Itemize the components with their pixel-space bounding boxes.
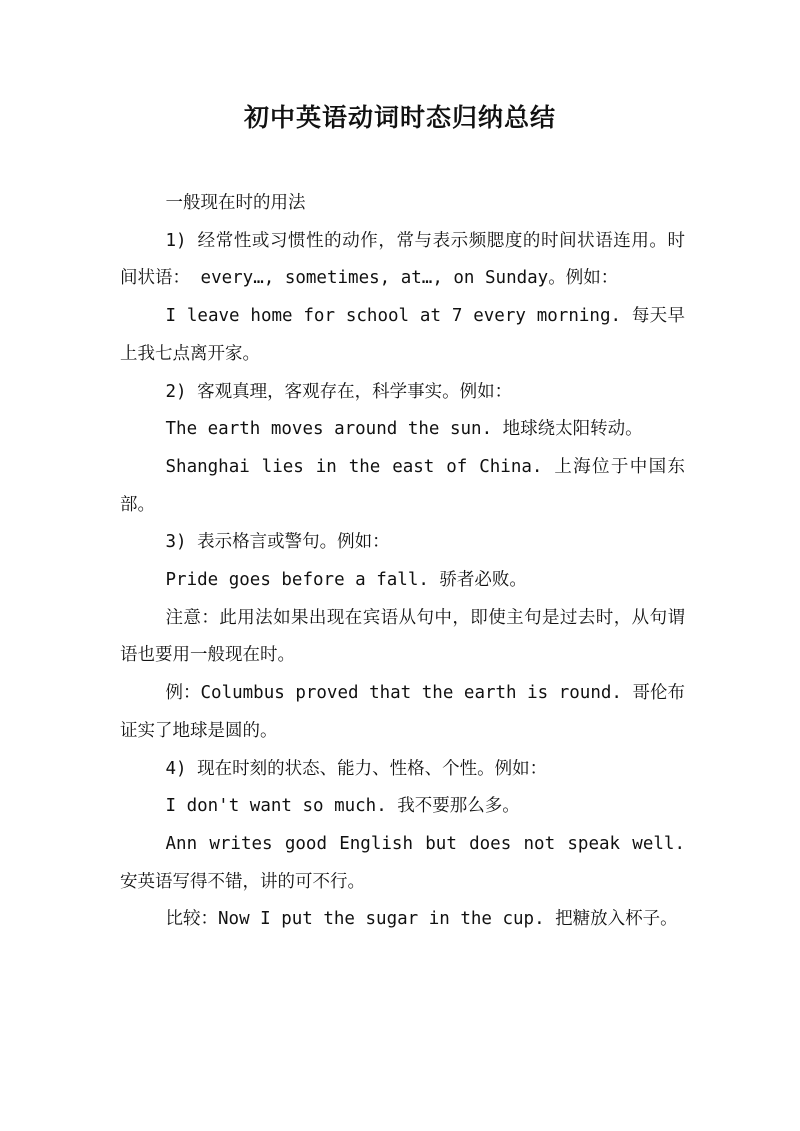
rule-paragraph: 3) 表示格言或警句。例如： [165, 532, 390, 553]
document-body [120, 185, 685, 939]
rule-paragraph: 4) 现在时刻的状态、能力、性格、个性。例如： [165, 758, 548, 779]
example-sentence: I don't want so much. 我不要那么多。 [165, 796, 520, 817]
rule-paragraph: 2) 客观真理，客观存在，科学事实。例如： [165, 381, 513, 402]
document-title: 初中英语动词时态归纳总结 [243, 103, 556, 132]
example-sentence: Ann writes good English but does not speak well. 安英语写得不错，讲的可不行。 [120, 833, 685, 892]
example-sentence: I leave home for school at 7 every morning. 每天早上我七点离开家。 [120, 306, 685, 364]
note-paragraph: 注意：此用法如果出现在宾语从句中，即使主句是过去时，从句谓语也要用一般现在时。 [120, 607, 685, 666]
rule-paragraph: 1) 经常性或习惯性的动作，常与表示频腮度的时间状语连用。时间状语： every…, sometimes, at…, on Sunday。例如： [120, 230, 685, 289]
example-sentence: Pride goes before a fall. 骄者必败。 [165, 570, 527, 591]
comparison-paragraph: 比较：Now I put the sugar in the cup. 把糖放入杯子。 [165, 909, 678, 930]
section-heading: 一般现在时的用法 [165, 193, 306, 213]
example-sentence: The earth moves around the sun. 地球绕太阳转动。 [165, 419, 643, 440]
example-sentence: Shanghai lies in the east of China. 上海位于中国东部。 [120, 456, 685, 515]
example-sentence: 例：Columbus proved that the earth is round. 哥伦布证实了地球是圆的。 [120, 683, 685, 741]
